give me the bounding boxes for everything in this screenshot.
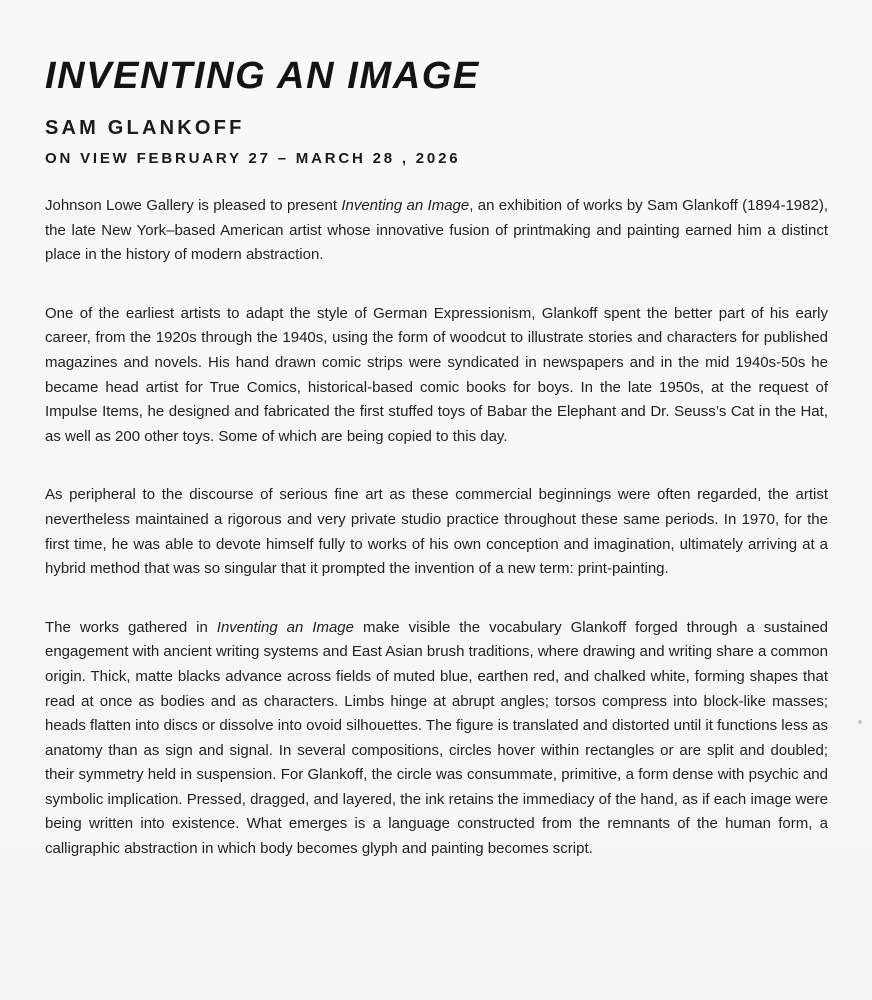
paragraph-works-rest: make visible the vocabulary Glankoff forged through a sustained engagement with ancient writing systems and East Asian brush traditions, where drawing and writing share a common origin. Thick, matte blacks advance across fields of muted blue, earthen red, and chalked white, forming shapes that read at once as bodies and as characters. Limbs hinge at abrupt angles; torsos compress into block-like masses; heads flatten into discs or dissolve into ovoid silhouettes. The figure is translated and distorted until it functions less as anatomy than as sign and signal. In several compositions, circles hover within rectangles or are split and doubled; their symmetry held in suspension. For Glankoff, the circle was consummate, primitive, a form dense with psychic and symbolic implication. Pressed, dragged, and layered, the ink retains the immediacy of the hand, as if each image were being written into existence. What emerges is a language constructed from the remnants of the human form, a calligraphic abstraction in which body becomes glyph and painting becomes script. (45, 618, 829, 858)
paragraph-works-description (45, 616, 828, 862)
paragraph-introduction-lead: Johnson Lowe Gallery is pleased to present (45, 197, 342, 214)
exhibition-copy (45, 194, 828, 862)
edge-mark (858, 720, 862, 724)
paragraph-studio-practice: As peripheral to the discourse of serious fine art as these commercial beginnings were often regarded, the artist nevertheless maintained a rigorous and very private studio practice throughout these same periods. In 1970, for the first time, he was able to devote himself fully to works of his own conception and imagination, ultimately arriving at a hybrid method that was so singular that it prompted the invention of a new term: print-painting. (45, 486, 828, 578)
paragraph-introduction-rest: , an exhibition of works by Sam Glankoff (1894-1982), the late New York–based American artist whose innovative fusion of printmaking and painting earned him a distinct place in the history of modern abstraction. (45, 197, 828, 264)
paragraph-introduction (45, 194, 828, 268)
artist-name: SAM GLANKOFF (45, 117, 245, 139)
exhibition-title-inline: Inventing an Image (341, 197, 470, 214)
exhibition-title-inline-secondary: Inventing an Image (216, 618, 354, 636)
paragraph-works-lead: The works gathered in (45, 618, 217, 636)
page-title: INVENTING AN IMAGE (45, 55, 480, 97)
exhibition-dates: ON VIEW FEBRUARY 27 – MARCH 28 , 2026 (45, 150, 461, 167)
paragraph-early-career: One of the earliest artists to adapt the style of German Expressionism, Glankoff spent the better part of his early career, from the 1920s through the 1940s, using the form of woodcut to illustrate stories and characters for published magazines and novels. His hand drawn comic strips were syndicated in newspapers and in the mid 1940s-50s he became head artist for True Comics, historical-based comic books for boys. In the late 1950s, at the request of Impulse Items, he designed and fabricated the first stuffed toys of Babar the Elephant and Dr. Seuss’s Cat in the Hat, as well as 200 other toys. Some of which are being copied to this day. (45, 304, 828, 445)
